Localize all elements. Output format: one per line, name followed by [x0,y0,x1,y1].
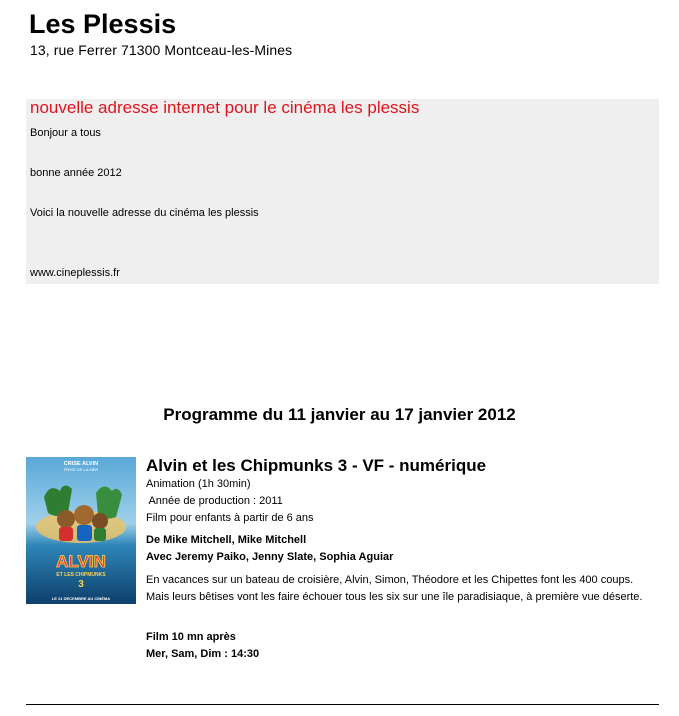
svg-text:LE 21 DÉCEMBRE AU CINÉMA: LE 21 DÉCEMBRE AU CINÉMA [51,596,111,601]
poster-logo: ALVIN [56,552,106,571]
cinema-address: 13, rue Ferrer 71300 Montceau-les-Mines [30,42,293,58]
bottom-divider [26,704,659,705]
news-box [26,99,659,284]
cinema-name: Les Plessis [29,9,177,39]
film-title[interactable]: Alvin et les Chipmunks 3 - VF - numérique [146,456,487,475]
film-cast: Avec Jeremy Paiko, Jenny Slate, Sophia Aguiar [146,551,394,563]
film-poster[interactable] [26,457,136,604]
programme-heading: Programme du 11 janvier au 17 janvier 2012 [163,405,516,424]
news-line-announcement: Voici la nouvelle adresse du cinéma les plessis [30,207,259,219]
news-line-greeting: Bonjour a tous [30,127,101,139]
film-synopsis: En vacances sur un bateau de croisière, Alvin, Simon, Théodore et les Chipettes font les 400 coups. Mais leurs bêtises vont les faire échouer tous les six sur une île paradisiaque, à première vue déserte. [146,574,643,603]
film-audience: Film pour enfants à partir de 6 ans [146,512,314,524]
poster-tagline: CRISE ALVIN [63,461,99,467]
news-line-website[interactable]: www.cineplessis.fr [30,267,120,279]
news-title: nouvelle adresse internet pour le cinéma les plessis [30,98,420,117]
svg-text:PRISE DE LA MER: PRISE DE LA MER [63,467,99,472]
film-note: Film 10 mn après [146,631,236,643]
svg-text:3: 3 [78,579,84,590]
film-genre: Animation (1h 30min) [146,478,251,490]
svg-text:ET LES CHIPMUNKS: ET LES CHIPMUNKS [56,572,106,578]
film-directors: De Mike Mitchell, Mike Mitchell [146,534,307,546]
news-line-new-year: bonne année 2012 [30,167,122,179]
film-year: Année de production : 2011 [146,495,283,507]
film-showtimes: Mer, Sam, Dim : 14:30 [146,648,260,660]
